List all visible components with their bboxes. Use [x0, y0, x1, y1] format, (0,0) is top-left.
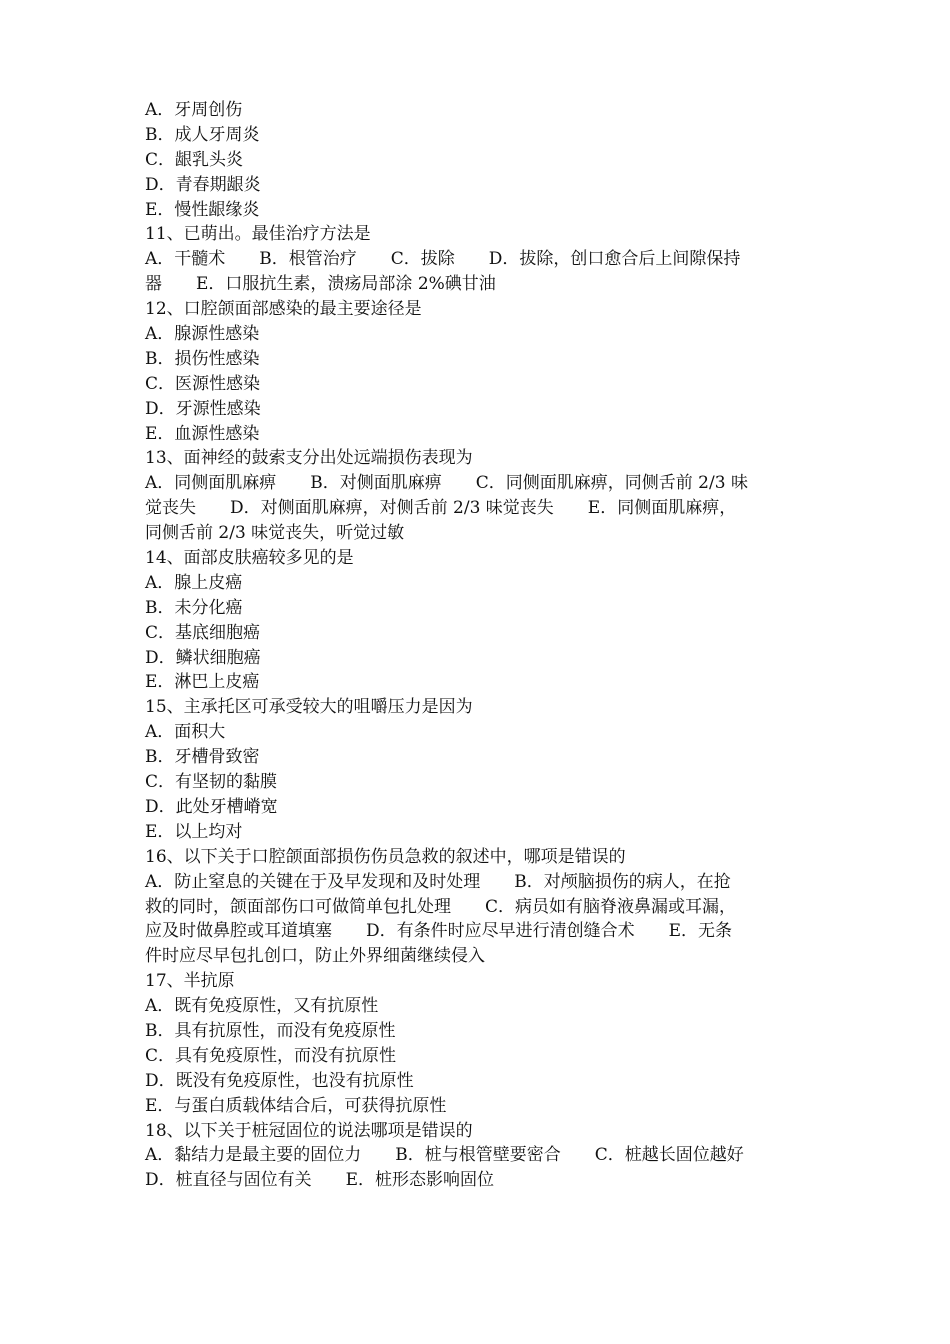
question-16: 16、以下关于口腔颌面部损伤伤员急救的叙述中，哪项是错误的 — [145, 846, 626, 867]
option-line: E．血源性感染 — [145, 423, 260, 444]
question-16-options: 应及时做鼻腔或耳道填塞 D．有条件时应尽早进行清创缝合术 E．无条 — [145, 921, 733, 942]
question-14: 14、面部皮肤癌较多见的是 — [145, 548, 354, 569]
option-line: A．牙周创伤 — [145, 100, 243, 120]
document-page — [145, 98, 810, 1193]
question-17: 17、半抗原 — [145, 971, 235, 992]
question-11-options: 器 E．口服抗生素，溃疡局部涂 2%碘甘油 — [145, 274, 496, 295]
option-line: D．牙源性感染 — [145, 398, 261, 419]
question-13-options: 同侧舌前 2/3 味觉丧失，听觉过敏 — [145, 523, 405, 544]
option-line: D．青春期龈炎 — [145, 174, 261, 195]
option-line: A．面积大 — [145, 722, 226, 743]
option-line: E．以上均对 — [145, 821, 243, 842]
question-16-options: A．防止窒息的关键在于及早发现和及时处理 B．对颅脑损伤的病人，在抢 — [145, 871, 731, 892]
option-line: B．成人牙周炎 — [145, 124, 260, 145]
option-line: C．具有免疫原性，而没有抗原性 — [145, 1045, 397, 1066]
question-11-options: A．干髓术 B．根管治疗 C．拔除 D．拔除，创口愈合后上间隙保持 — [145, 249, 741, 270]
option-line: C．医源性感染 — [145, 373, 261, 394]
option-line: D．鳞状细胞癌 — [145, 647, 261, 668]
option-line: A．腺源性感染 — [145, 324, 260, 345]
question-16-options: 件时应尽早包扎创口，防止外界细菌继续侵入 — [145, 946, 485, 967]
question-18-options: D．桩直径与固位有关 E．桩形态影响固位 — [145, 1170, 495, 1191]
question-12: 12、口腔颌面部感染的最主要途径是 — [145, 299, 422, 320]
question-18: 18、以下关于桩冠固位的说法哪项是错误的 — [145, 1120, 473, 1141]
option-line: B．未分化癌 — [145, 597, 243, 618]
option-line: B．损伤性感染 — [145, 348, 260, 369]
question-18-options: A．黏结力是最主要的固位力 B．桩与根管壁要密合 C．桩越长固位越好 — [145, 1145, 744, 1166]
option-line: E．淋巴上皮癌 — [145, 672, 260, 693]
option-line: C．龈乳头炎 — [145, 149, 244, 170]
option-line: C．基底细胞癌 — [145, 622, 261, 643]
question-15: 15、主承托区可承受较大的咀嚼压力是因为 — [145, 697, 473, 718]
question-16-options: 救的同时，颌面部伤口可做简单包扎处理 C．病员如有脑脊液鼻漏或耳漏， — [145, 896, 737, 917]
option-line: A．腺上皮癌 — [145, 572, 243, 593]
option-line: E．慢性龈缘炎 — [145, 199, 260, 220]
option-line: D．既没有免疫原性，也没有抗原性 — [145, 1070, 414, 1091]
option-line: D．此处牙槽嵴宽 — [145, 796, 278, 817]
question-13: 13、面神经的鼓索支分出处远端损伤表现为 — [145, 448, 473, 469]
question-13-options: 觉丧失 D．对侧面肌麻痹，对侧舌前 2/3 味觉丧失 E．同侧面肌麻痹， — [145, 498, 737, 519]
option-line: B．牙槽骨致密 — [145, 747, 260, 768]
question-11: 11、已萌出。最佳治疗方法是 — [145, 224, 371, 245]
option-line: A．既有免疫原性，又有抗原性 — [145, 996, 379, 1017]
option-line: E．与蛋白质载体结合后，可获得抗原性 — [145, 1095, 447, 1116]
question-13-options: A．同侧面肌麻痹 B．对侧面肌麻痹 C．同侧面肌麻痹，同侧舌前 2/3 味 — [145, 473, 748, 494]
option-line: B．具有抗原性，而没有免疫原性 — [145, 1020, 396, 1041]
option-line: C．有坚韧的黏膜 — [145, 772, 278, 793]
